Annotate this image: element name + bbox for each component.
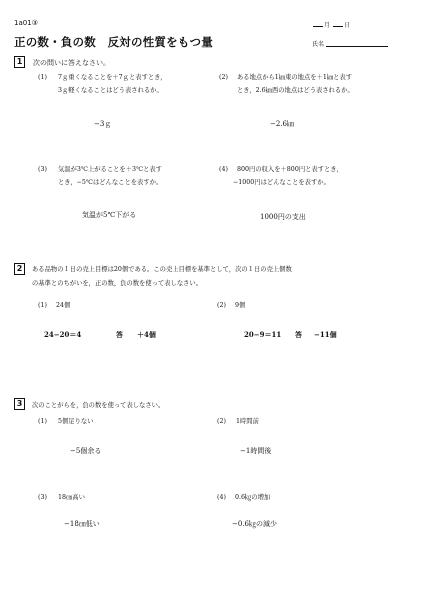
s3-q4-text: 0.6㎏の増加 — [235, 494, 271, 501]
section-3-instruction: 次のことがらを，負の数を使って表しなさい。 — [32, 402, 165, 409]
s2-q1-work: 24−20＝4 — [44, 330, 82, 339]
s2-q2-text: 9個 — [235, 302, 246, 309]
name-field — [312, 39, 388, 48]
s1-q1-line1: 7ｇ重くなることを＋7ｇと表すとき， — [58, 74, 167, 81]
day-blank — [333, 26, 343, 27]
s3-q3-text: 18㎝高い — [58, 494, 85, 501]
s1-q2-label: (2) — [219, 74, 228, 81]
s3-q1-answer: −5個余る — [70, 447, 102, 455]
s3-q4-answer: −0.6㎏の減少 — [232, 520, 277, 528]
s2-q2-answer: −11個 — [314, 330, 337, 339]
s1-q4-line1: 800円の収入を＋800円と表すとき， — [237, 166, 343, 173]
s2-q1-answer: ＋4個 — [137, 330, 156, 339]
month-label: 月 — [324, 22, 331, 29]
s3-q2-label: (2) — [217, 418, 226, 425]
month-blank — [313, 26, 323, 27]
page-title: 正の数・負の数 反対の性質をもつ量 — [14, 35, 213, 49]
name-line — [326, 46, 388, 47]
s2-q2-answer-label: 答 — [295, 330, 302, 339]
section-1-number: 1 — [14, 56, 25, 68]
section-2-instruction-line2: の基準とのちがいを，正の数，負の数を使って表しなさい。 — [32, 280, 203, 287]
s1-q2-line1: ある地点から1㎞東の地点を＋1㎞と表す — [237, 74, 353, 81]
s3-q1-text: 5個足りない — [58, 418, 94, 425]
s1-q2-answer: −2.6㎞ — [270, 120, 294, 128]
s3-q3-label: (3) — [38, 494, 47, 501]
s1-q1-answer: −3ｇ — [94, 120, 112, 128]
date-field — [312, 20, 350, 29]
s3-q1-label: (1) — [38, 418, 47, 425]
s1-q3-answer: 気温が5℃下がる — [82, 211, 137, 219]
s3-q3-answer: −18㎝低い — [64, 520, 100, 528]
s1-q1-label: (1) — [38, 74, 47, 81]
s1-q4-label: (4) — [219, 166, 228, 173]
s2-q1-label: (1) — [38, 302, 47, 309]
section-1-instruction: 次の問いに答えなさい。 — [33, 59, 110, 67]
s3-q2-answer: −1時間後 — [240, 447, 272, 455]
section-3-number: 3 — [14, 398, 25, 410]
section-2-number: 2 — [14, 263, 25, 275]
worksheet-code: 1a01③ — [14, 19, 38, 27]
s1-q3-line2: とき，−5℃はどんなことを表すか。 — [58, 179, 163, 186]
s2-q2-label: (2) — [217, 302, 226, 309]
s1-q1-line2: 3ｇ軽くなることはどう表されるか。 — [58, 87, 163, 94]
s1-q4-answer: 1000円の支出 — [260, 213, 306, 221]
s1-q3-line1: 気温が3℃上がることを＋3℃と表す — [58, 166, 162, 173]
s2-q1-text: 24個 — [56, 302, 71, 309]
s3-q2-text: 1時間前 — [236, 418, 259, 425]
name-label: 氏名 — [312, 41, 325, 48]
s1-q2-line2: とき，2.6㎞西の地点はどう表されるか。 — [237, 87, 354, 94]
day-label: 日 — [343, 22, 350, 29]
s1-q3-label: (3) — [38, 166, 47, 173]
s3-q4-label: (4) — [217, 494, 226, 501]
s1-q4-line2: −1000円はどんなことを表すか。 — [233, 179, 330, 186]
section-2-instruction-line1: ある品物の１日の売上目標は20個である。この売上目標を基準として，次の１日の売上個数 — [32, 266, 292, 273]
s2-q2-work: 20−9＝11 — [244, 330, 282, 339]
s2-q1-answer-label: 答 — [116, 330, 123, 339]
